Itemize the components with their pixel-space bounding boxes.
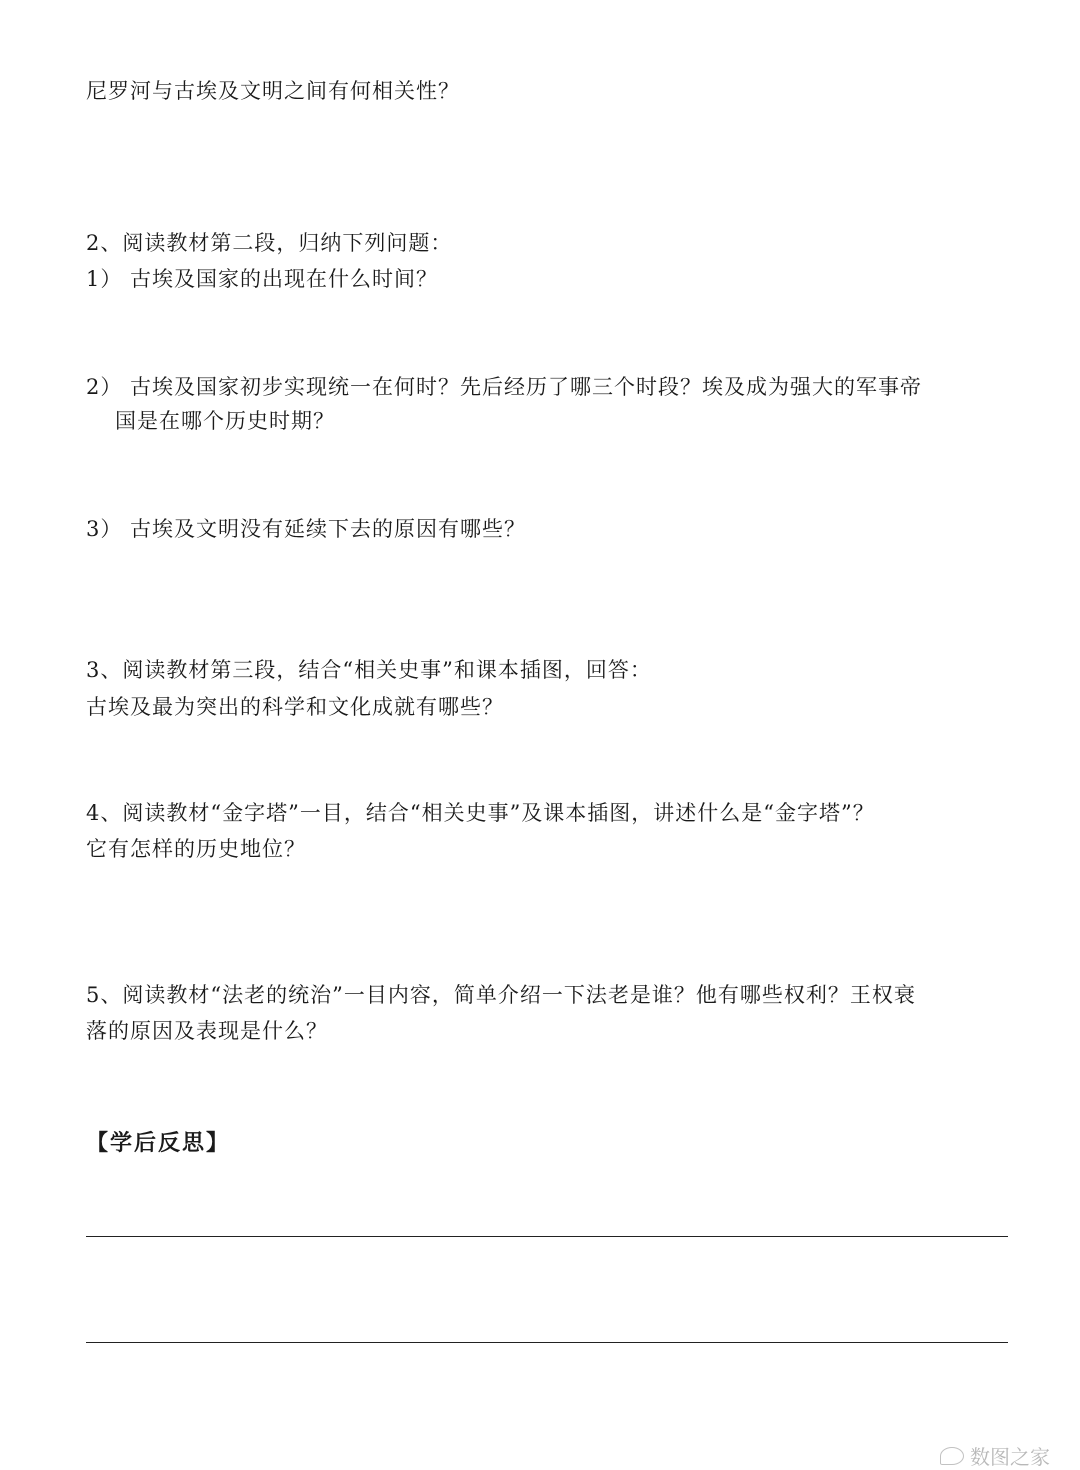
watermark [940,1441,1050,1470]
wechat-icon [940,1447,964,1465]
intro-question: 尼罗河与古埃及文明之间有何相关性？ [86,79,460,103]
question-2-sub-1: 1） 古埃及国家的出现在什么时间？ [86,267,439,291]
reflection-heading: 【学后反思】 [86,1130,231,1156]
question-2-sub-3: 3） 古埃及文明没有延续下去的原因有哪些？ [86,517,527,541]
question-2-sub-2-line-2: 国是在哪个历史时期？ [115,409,335,433]
question-5-line-2: 落的原因及表现是什么？ [86,1019,328,1043]
question-4-line-2: 它有怎样的历史地位？ [86,837,306,861]
answer-line-1 [86,1236,1008,1237]
question-3-line-1: 3、阅读教材第三段，结合“相关史事”和课本插图，回答： [86,658,652,682]
question-2-sub-2-line-1: 2） 古埃及国家初步实现统一在何时？先后经历了哪三个时段？埃及成为强大的军事帝 [86,375,923,399]
question-5-line-1: 5、阅读教材“法老的统治”一目内容，简单介绍一下法老是谁？他有哪些权利？王权衰 [86,983,916,1007]
question-3-line-2: 古埃及最为突出的科学和文化成就有哪些？ [86,695,504,719]
watermark-text: 数图之家 [970,1445,1050,1469]
answer-line-2 [86,1342,1008,1343]
question-2-title: 2、阅读教材第二段，归纳下列问题： [86,231,453,255]
question-4-line-1: 4、阅读教材“金字塔”一目，结合“相关史事”及课本插图，讲述什么是“金字塔”？ [86,801,875,825]
